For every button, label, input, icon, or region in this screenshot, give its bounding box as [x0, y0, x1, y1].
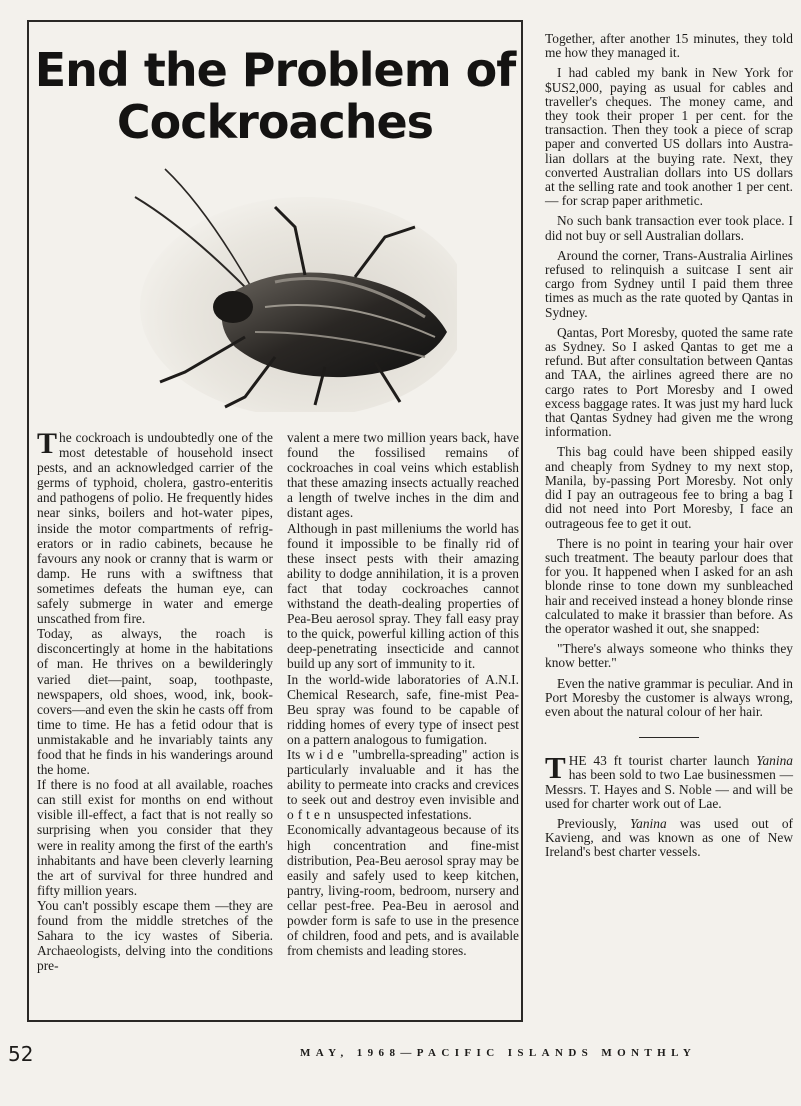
- advert-text: Its: [287, 746, 306, 762]
- drop-cap: T: [545, 750, 566, 786]
- article-paragraph: I had cabled my bank in New York for $US2,000, paying as usual for cables and traveller's cheques. The money came, and they took their proper 1 per cent. for the transaction. Then they took a piece of scrap paper and converted US dollars into Australian dollars at the buying rate. Next, they converted Australian dollars into US dollars at the selling rate and took another 1 per cent. — for scrap paper arithmetic.: [545, 65, 793, 209]
- news-text: was used out of Kavieng, and was known as one of New Ireland's best charter vessels.: [545, 815, 793, 860]
- advertisement-box: [27, 20, 523, 1022]
- running-head: MAY, 1968—PACIFIC ISLANDS MONTHLY: [300, 1047, 697, 1059]
- advert-paragraph: Today, as always, the roach is disconcertingly at home in the habitations of man. He thrives on a bewilderingly varied diet—paint, soap, toothpaste, newspapers, old shoes, wood, ink, book-covers—and even the skin he casts off from time to time. He has a fetid odour that is unmistakable and he invariably taints any food that he finds in his wanderings around the home.: [37, 626, 273, 778]
- advert-text: "umbrella-spreading" action is particularly invaluable and it has the ability to permeate into cracks and crevices to seek out and destroy even invisible and: [287, 746, 520, 808]
- advert-headline: [29, 44, 521, 148]
- news-item-paragraph: [545, 750, 793, 811]
- headline-line-1: End the Problem of: [34, 43, 516, 97]
- article-paragraph: Around the corner, Trans-Australia Airlines refused to relinquish a suitcase I sent air cargo from Sydney until I paid them three times as much as the rate quoted by Qantas in Sydney.: [545, 247, 793, 320]
- page-number: 52: [8, 1042, 34, 1066]
- advert-column-left: [37, 427, 273, 974]
- article-paragraph: This bag could have been shipped easily and cheaply from Sydney to my next stop, Manila, by-passing Port Moresby. Not only did I pay an outrageous fee to bring a bag I did not need into Port Moresby, I face an outrageous fee to get it out.: [545, 444, 793, 531]
- advert-column-right: [287, 430, 519, 958]
- news-text: Previously,: [557, 815, 630, 831]
- section-divider: [639, 737, 699, 738]
- advert-paragraph: If there is no food at all available, roaches can still exist for months on end without visible ill-effect, a fact that is not really so surprising when you consider that they were in reality among the first of the earth's inhabitants and have been cleverly learning the art of survival for three hundred and fifty million years.: [37, 777, 273, 898]
- cockroach-illustration: [125, 167, 457, 412]
- vessel-name: Yanina: [629, 815, 667, 831]
- page-footer: [0, 1042, 801, 1066]
- article-paragraph: "There's always someone who thinks they know better.": [545, 641, 793, 671]
- advert-paragraph: valent a mere two million years back, have found the fossilised remains of cockroaches in coal veins which establish that these amazing insects actually reached a length of twelve inches in the dim and distant ages.: [287, 430, 519, 521]
- article-paragraph: No such bank transaction ever took place. I did not buy or sell Australian dollars.: [545, 213, 793, 243]
- news-item-paragraph: [545, 817, 793, 860]
- spaced-word: often: [287, 807, 335, 823]
- article-column: [545, 32, 793, 866]
- article-paragraph: Even the native grammar is peculiar. And in Port Moresby the customer is always wrong, even about the natural colour of her hair.: [545, 675, 793, 719]
- article-paragraph: Together, after another 15 minutes, they told me how they managed it.: [545, 31, 793, 61]
- news-text: HE 43 ft tourist charter launch: [568, 753, 757, 769]
- article-paragraph: There is no point in tearing your hair over such treatment. The beauty parlour does that for you. It happened when I asked for an ash blonde rinse to tone down my sunbleached hair and received instead a honey blonde rinse calculated to make it brassier than before. As the operator washed it out, she snapped:: [545, 535, 794, 636]
- advert-paragraph: [287, 747, 519, 822]
- advert-paragraph: You can't possibly escape them —they are found from the middle stretches of the Sahara to the icy wastes of Siberia. Archaeologists, delving into the conditions pre-: [37, 897, 273, 974]
- headline-line-2: Cockroaches: [116, 95, 434, 149]
- spaced-word: wide: [305, 746, 348, 762]
- advert-paragraph: Although in past milleniums the world has found it impossible to be finally rid of these insect pests with their amazing ability to dodge annihilation, it is a proven fact that today cockroaches cannot withstand the death-dealing properties of Pea-Beu aerosol spray. They fall easy pray to the quick, powerful killing action of this deep-penetrating insecticide and cannot build up any sort of immunity to it.: [287, 520, 519, 672]
- advert-text: unsuspected infestations.: [334, 807, 472, 823]
- advert-paragraph: [37, 427, 273, 627]
- news-text: has been sold to two Lae businessmen — Messrs. T. Hayes and S. Noble — and will be used for charter work out of Lae.: [545, 767, 793, 811]
- vessel-name: Yanina: [756, 753, 793, 769]
- advert-paragraph: In the world-wide laboratories of A.N.I. Chemical Research, safe, fine-mist Pea-Beu spray was found to be capable of ridding homes of every type of insect pest on a pattern analogous to fumigation.: [287, 671, 519, 747]
- article-paragraph: Qantas, Port Moresby, quoted the same rate as Sydney. So I asked Qantas to get me a refund. But after consultation between Qantas and TAA, the airlines agreed there are no cargo rates to Port Moresby and I owed excess baggage rates. It was just my hard luck that Qantas Sydney had given me the wrong information.: [545, 324, 793, 440]
- advert-paragraph: Economically advantageous because of its high concentration and fine-mist distribution, Pea-Beu aerosol spray may be easily and safely used to keep kitchen, pantry, living-room, bedroom, nursery and cellar pest-free. Pea-Beu in aerosol and powder form is safe to use in the presence of children, food and pets, and is available from chemists and leading stores.: [287, 822, 519, 959]
- drop-cap: T: [37, 427, 58, 460]
- advert-text: he cockroach is undoubtedly one of the most detestable of household insect pests, and an acknowledged carrier of the germs of typhoid, cholera, gastro-enteritis and pathogens of polio. He frequently hides near sinks, boilers and hot-water pipes, inside the motor compartments of refrigerators or in radio cabinets, because he favours any nook or cranny that is warm or damp. He runs with a swiftness that sometimes defeats the human eye, can safely submerge in water and emerge unscathed from fire.: [37, 430, 273, 627]
